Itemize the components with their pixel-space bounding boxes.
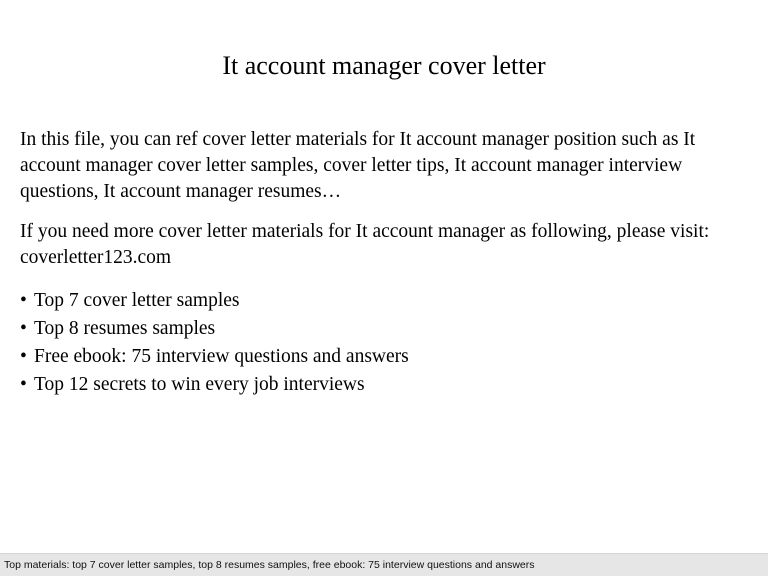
list-item xyxy=(20,315,750,343)
list-item xyxy=(20,343,750,371)
page-title: It account manager cover letter xyxy=(222,51,546,80)
visit-paragraph: If you need more cover letter materials for It account manager as following, please visit: coverletter123.com xyxy=(20,221,710,268)
bullet-icon: • xyxy=(20,290,27,311)
materials-list xyxy=(20,287,750,399)
footer-text: Top materials: top 7 cover letter samples, top 8 resumes samples, free ebook: 75 interview questions and answers xyxy=(4,559,535,571)
list-item-label: Top 12 secrets to win every job interviews xyxy=(34,374,365,395)
list-item-label: Top 7 cover letter samples xyxy=(34,290,240,311)
list-item xyxy=(20,287,750,315)
footer-bar xyxy=(0,553,768,576)
bullet-icon: • xyxy=(20,374,27,395)
list-item-label: Top 8 resumes samples xyxy=(34,318,216,339)
intro-paragraph: In this file, you can ref cover letter materials for It account manager position such as It account manager cover letter samples, cover letter tips, It account manager interview questions, It account manager resumes… xyxy=(20,129,696,202)
bullet-icon: • xyxy=(20,318,27,339)
list-item xyxy=(20,371,750,399)
bullet-icon: • xyxy=(20,346,27,367)
list-item-label: Free ebook: 75 interview questions and answers xyxy=(34,346,409,367)
